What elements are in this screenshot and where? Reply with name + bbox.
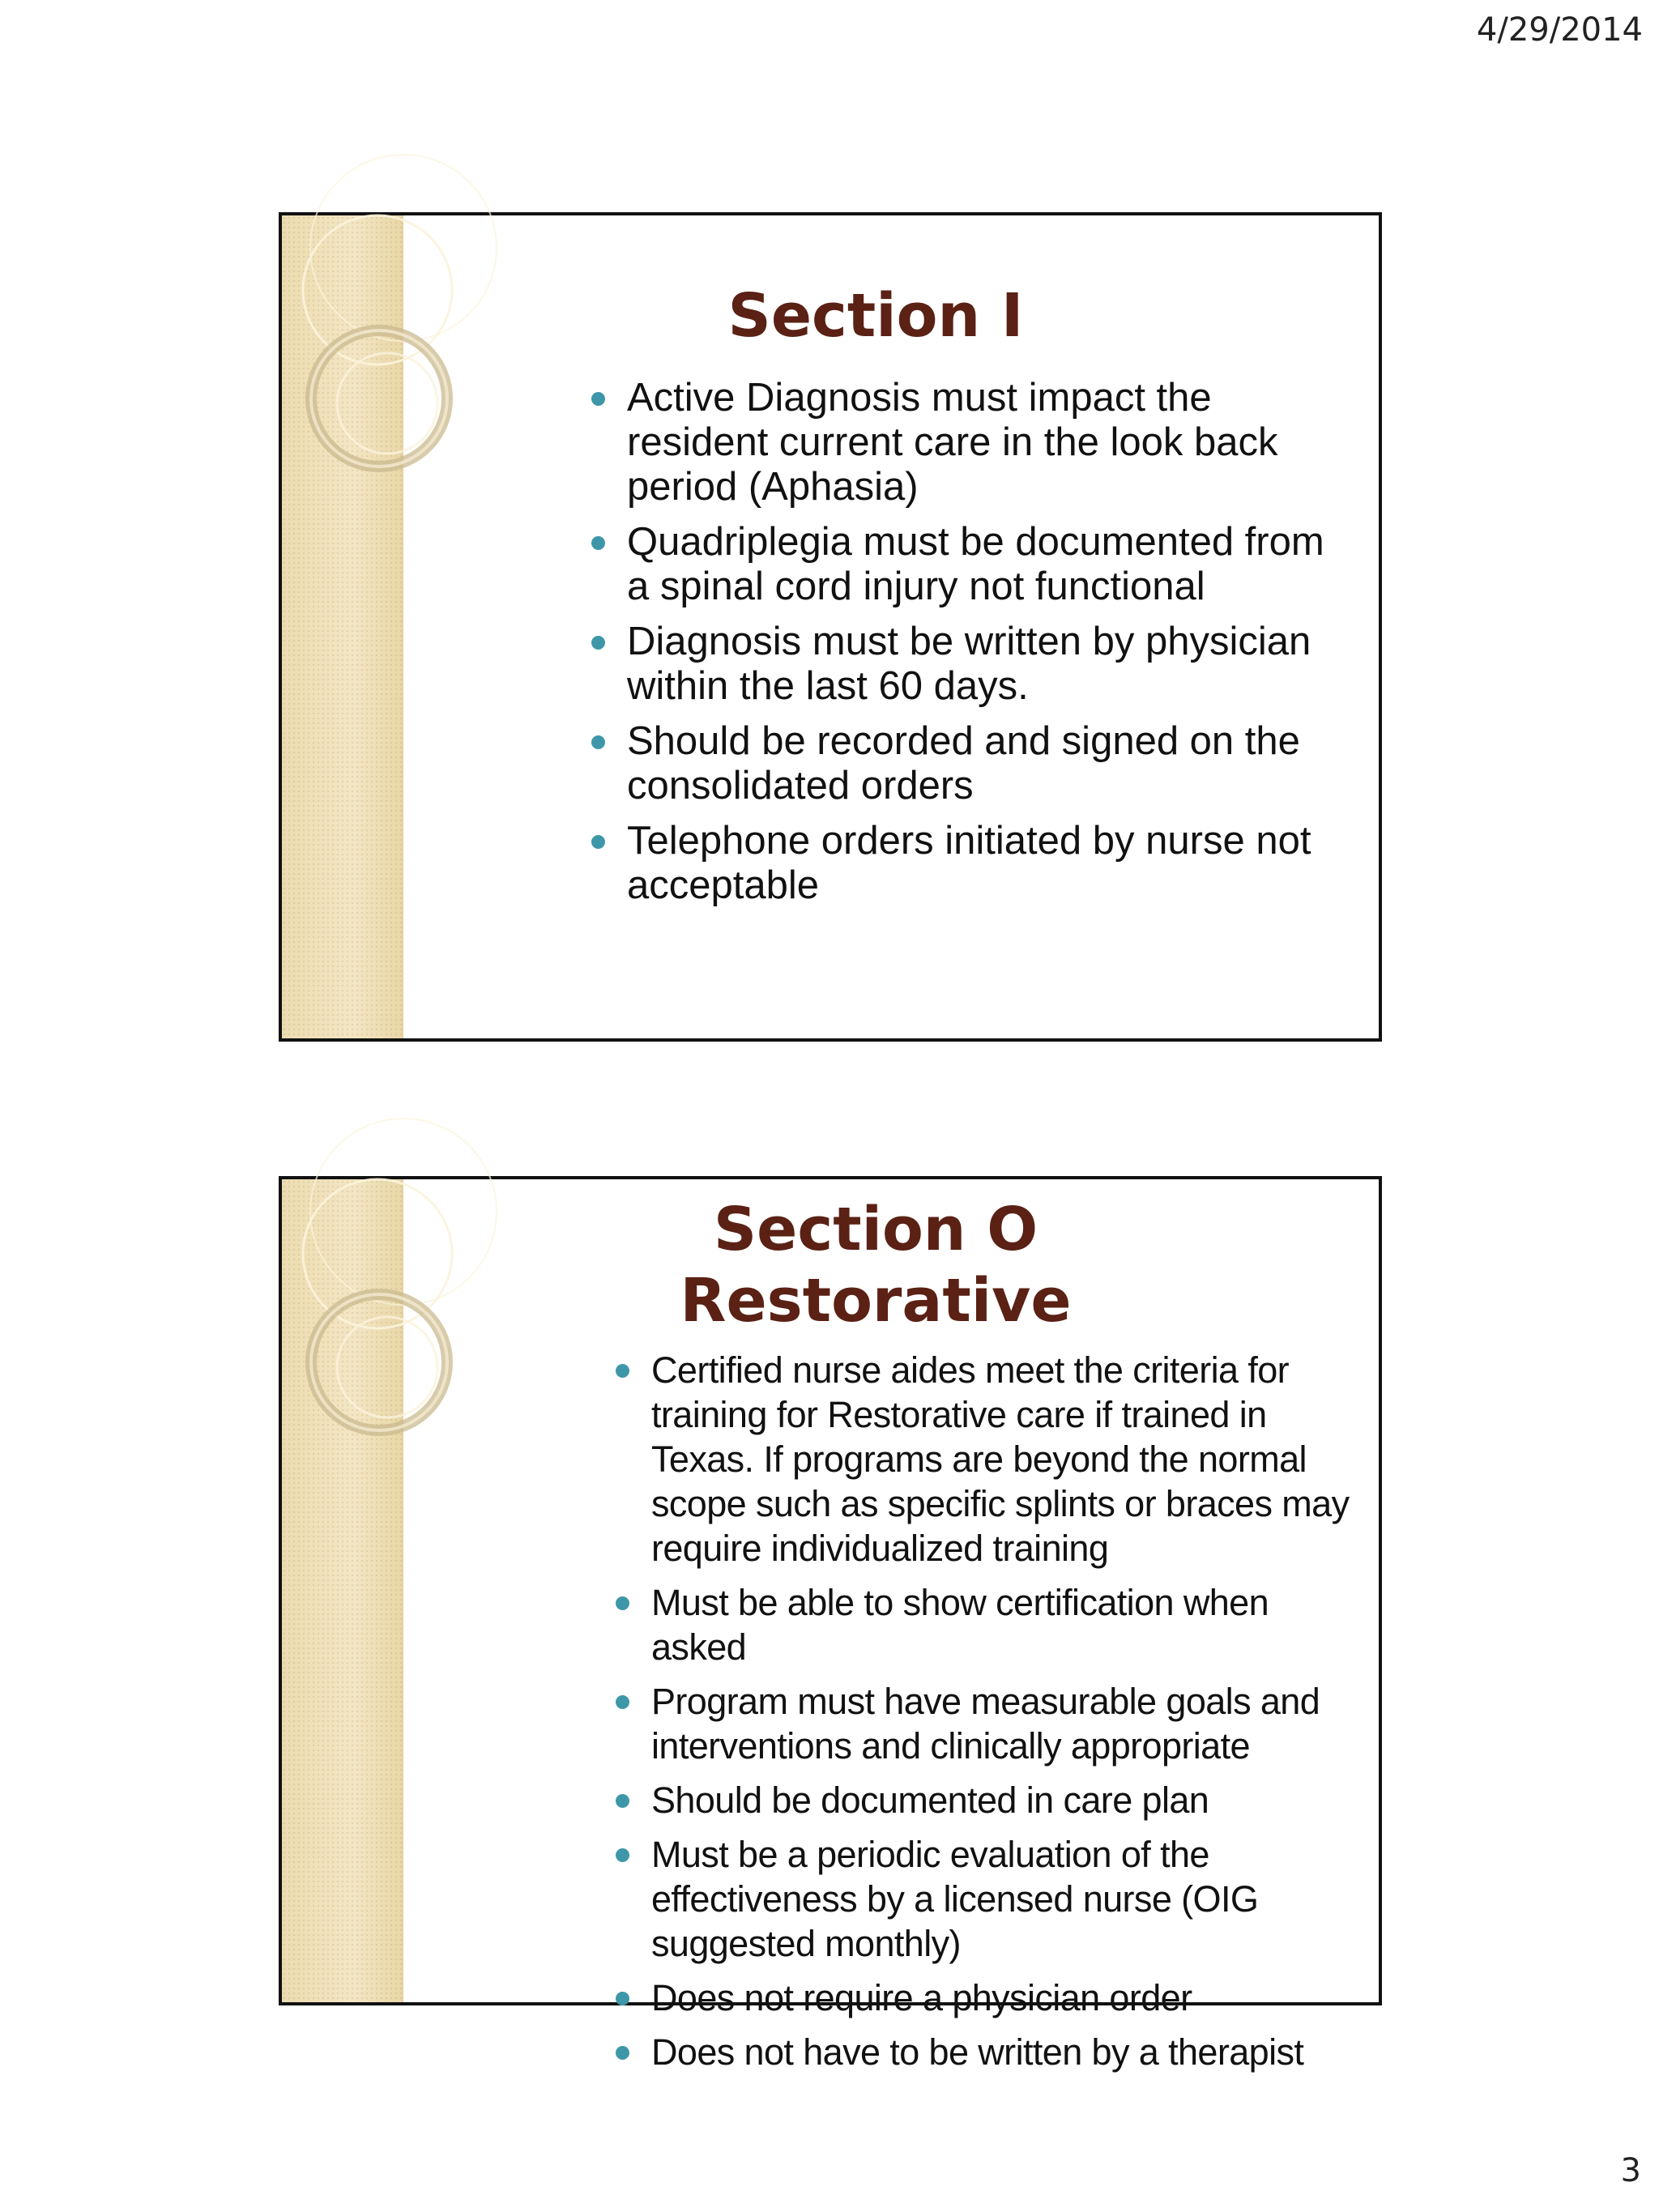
decorative-side-strip	[282, 215, 403, 1038]
bullet-dot-icon	[591, 392, 605, 406]
list-item	[591, 620, 1354, 709]
list-item	[616, 1348, 1364, 1571]
list-item	[616, 1679, 1364, 1768]
page-number: 3	[1620, 2152, 1641, 2189]
decorative-rings-graphic	[282, 215, 402, 1045]
list-item	[591, 520, 1354, 609]
slide-section-i	[279, 212, 1382, 1042]
bullet-text: Does not require a physician order	[651, 1977, 1192, 2018]
bullet-list	[591, 376, 1354, 908]
bullet-text: Diagnosis must be written by physician within the last 60 days.	[627, 620, 1311, 708]
bullet-dot-icon	[591, 536, 605, 550]
bullet-list	[616, 1348, 1364, 2074]
list-item	[591, 819, 1354, 908]
decorative-rings-graphic	[282, 1179, 402, 2009]
bullet-dot-icon	[591, 735, 605, 749]
bullet-text: Program must have measurable goals and interventions and clinically appropriate	[651, 1681, 1320, 1767]
bullet-text: Should be recorded and signed on the consolidated orders	[627, 719, 1300, 808]
bullet-text: Active Diagnosis must impact the resident current care in the look back period (Aphasia)	[627, 376, 1278, 509]
list-item	[591, 719, 1354, 808]
bullet-dot-icon	[616, 1596, 629, 1610]
page-date: 4/29/2014	[1476, 11, 1643, 49]
slide-title: Section I	[727, 281, 1024, 351]
bullet-text: Certified nurse aides meet the criteria for training for Restorative care if trained in Texas. If programs are beyond the normal scope such as specific splints or braces may require individualized training	[651, 1349, 1350, 1569]
bullet-dot-icon	[616, 1848, 629, 1862]
list-item	[616, 1975, 1364, 2020]
bullet-dot-icon	[616, 1794, 629, 1808]
slide-title-line-2: Restorative	[680, 1266, 1072, 1336]
bullet-dot-icon	[616, 1364, 629, 1378]
list-item	[591, 376, 1354, 509]
list-item	[616, 1580, 1364, 1669]
bullet-dot-icon	[616, 1992, 629, 2005]
bullet-text: Does not have to be written by a therapist	[651, 2031, 1304, 2073]
bullet-text: Quadriplegia must be documented from a spinal cord injury not functional	[627, 520, 1324, 608]
list-item	[616, 2030, 1364, 2074]
bullet-dot-icon	[616, 1695, 629, 1709]
bullet-text: Should be documented in care plan	[651, 1779, 1209, 1821]
slide-content	[402, 1179, 1379, 2073]
slide-section-o	[279, 1176, 1382, 2073]
bullet-dot-icon	[591, 636, 605, 650]
bullet-text: Must be able to show certification when asked	[651, 1582, 1269, 1668]
bullet-dot-icon	[616, 2046, 629, 2060]
slide-title	[402, 1179, 1379, 1336]
decorative-side-strip	[282, 1179, 403, 2002]
slide-content	[402, 215, 1379, 1038]
bullet-text: Telephone orders initiated by nurse not acceptable	[627, 819, 1311, 907]
list-item	[616, 1778, 1364, 1822]
bullet-dot-icon	[591, 835, 605, 849]
list-item	[616, 1832, 1364, 1966]
slide-title-line-1: Section O	[713, 1195, 1038, 1264]
bullet-text: Must be a periodic evaluation of the effectiveness by a licensed nurse (OIG suggested monthly)	[651, 1834, 1259, 1964]
